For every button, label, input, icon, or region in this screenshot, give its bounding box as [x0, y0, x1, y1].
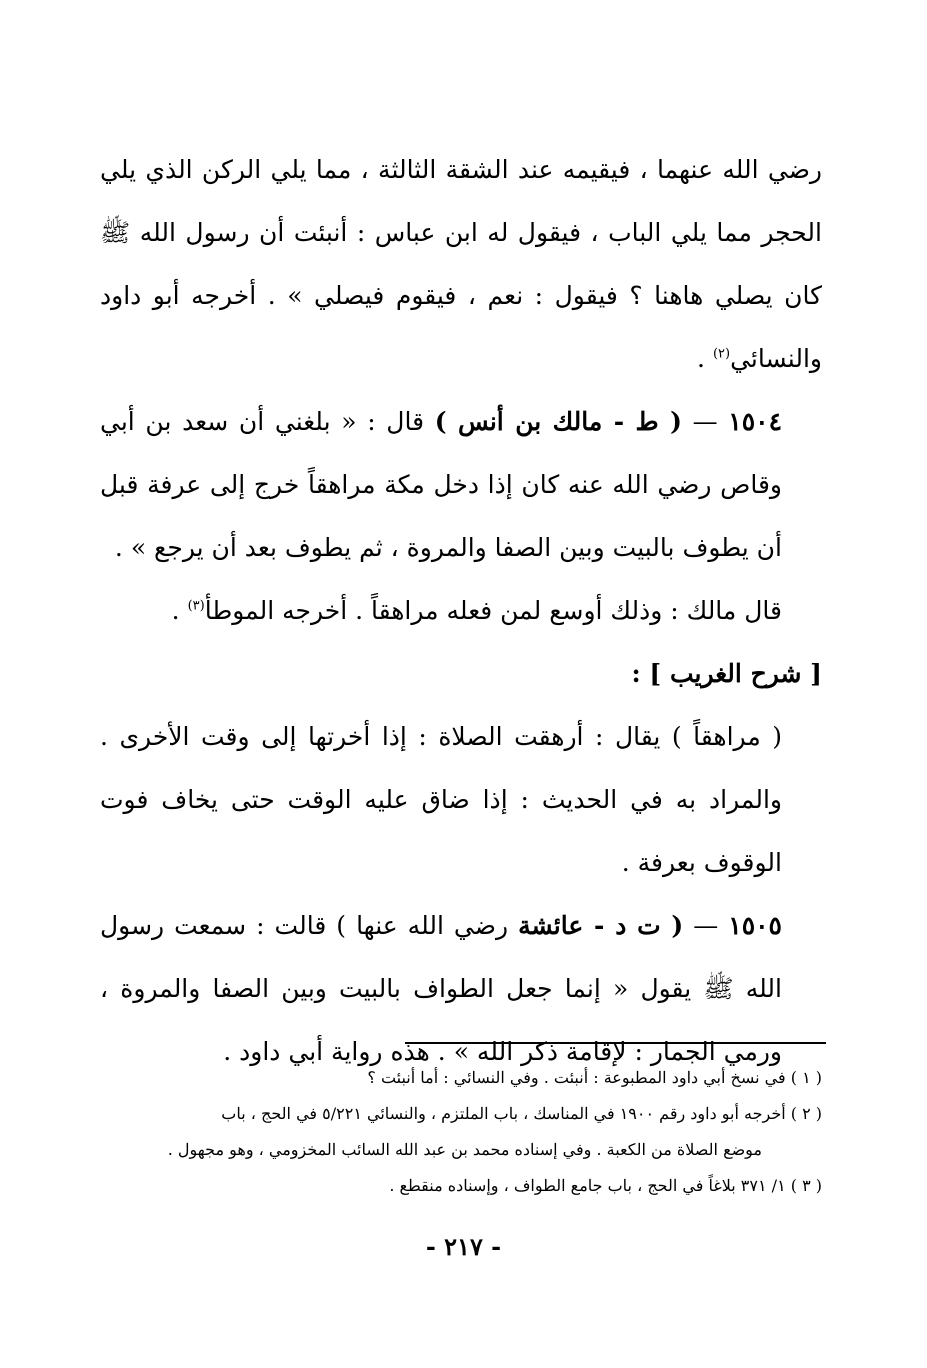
- hadith-source: ( ط - مالك بن أنس ): [434, 407, 682, 436]
- hadith-1505: ١٥٠٥ — ( ت د - عائشة رضي الله عنها ) قالت : سمعت رسول الله ﷺ يقول « إنما جعل الطواف بالبيت وبين الصفا والمروة ، ورمي الجمار : لإقامة ذكر الله » . هذه رواية أبي داود .: [100, 911, 782, 1066]
- hadith-source: ( ت د - عائشة: [518, 911, 684, 940]
- malik-comment: [100, 579, 822, 642]
- footnote-1: ( ١ ) في نسخ أبي داود المطبوعة : أنبئت . وفي النسائي : أما أنبئت ؟: [367, 1068, 822, 1087]
- main-text: [100, 138, 822, 1083]
- continued-paragraph: [100, 138, 822, 390]
- footnote-separator: [405, 1042, 826, 1044]
- page-number: - ٢١٧ -: [425, 1232, 502, 1261]
- paragraph-text: رضي الله عنهما ، فيقيمه عند الشقة الثالثة ، مما يلي الركن الذي يلي الحجر مما يلي الباب ، فيقول له ابن عباس : أنبئت أن رسول الله ﷺ كان يصلي هاهنا ؟ فيقول : نعم ، فيقوم فيصلي » . أخرجه أبو داود والنسائي: [100, 155, 822, 373]
- footnote-ref-3[interactable]: (٣): [187, 598, 205, 614]
- footnotes: [95, 1060, 822, 1204]
- glossary-paragraph: ( مراهقاً ) يقال : أرهقت الصلاة : إذا أخرتها إلى وقت الأخرى . والمراد به في الحديث : إذا ضاق عليه الوقت حتى يخاف فوت الوقوف بعرفة .: [100, 722, 782, 877]
- hadith-text: قال : « بلغني أن سعد بن أبي وقاص رضي الله عنه كان إذا دخل مكة مراهقاً خرج إلى عرفة قبل أن يطوف بالبيت وبين الصفا والمروة ، ثم يطوف بعد أن يرجع » .: [100, 407, 782, 562]
- hadith-number: ١٥٠٤: [728, 407, 783, 436]
- hadith-number: ١٥٠٥: [728, 911, 782, 940]
- malik-comment-text: قال مالك : وذلك أوسع لمن فعله مراهقاً . أخرجه الموطأ: [204, 596, 782, 625]
- footnote-2-continuation: موضع الصلاة من الكعبة . وفي إسناده محمد بن عبد الله السائب المخزومي ، وهو مجهول .: [167, 1140, 762, 1159]
- footnote-2: ( ٢ ) أخرجه أبو داود رقم ١٩٠٠ في المناسك ، باب الملتزم ، والنسائي ٥/٢٢١ في الحج ، باب: [221, 1104, 822, 1123]
- section-heading: [ شرح الغريب ] :: [631, 659, 822, 688]
- hadith-1504: ١٥٠٤ — ( ط - مالك بن أنس ) قال : « بلغني أن سعد بن أبي وقاص رضي الله عنه كان إذا دخل مكة مراهقاً خرج إلى عرفة قبل أن يطوف بالبيت وبين الصفا والمروة ، ثم يطوف بعد أن يرجع » .: [100, 407, 783, 562]
- paragraph-end: .: [697, 344, 713, 373]
- footnote-ref-2[interactable]: (٢): [712, 346, 731, 362]
- hadith-text: رضي الله عنها ) قالت : سمعت رسول الله ﷺ يقول « إنما جعل الطواف بالبيت وبين الصفا والمروة ، ورمي الجمار : لإقامة ذكر الله » . هذه رواية أبي داود .: [100, 911, 782, 1066]
- footnote-3: ( ٣ ) ١/ ٣٧١ بلاغاً في الحج ، باب جامع الطواف ، وإسناده منقطع .: [389, 1176, 822, 1195]
- malik-comment-end: .: [171, 596, 188, 625]
